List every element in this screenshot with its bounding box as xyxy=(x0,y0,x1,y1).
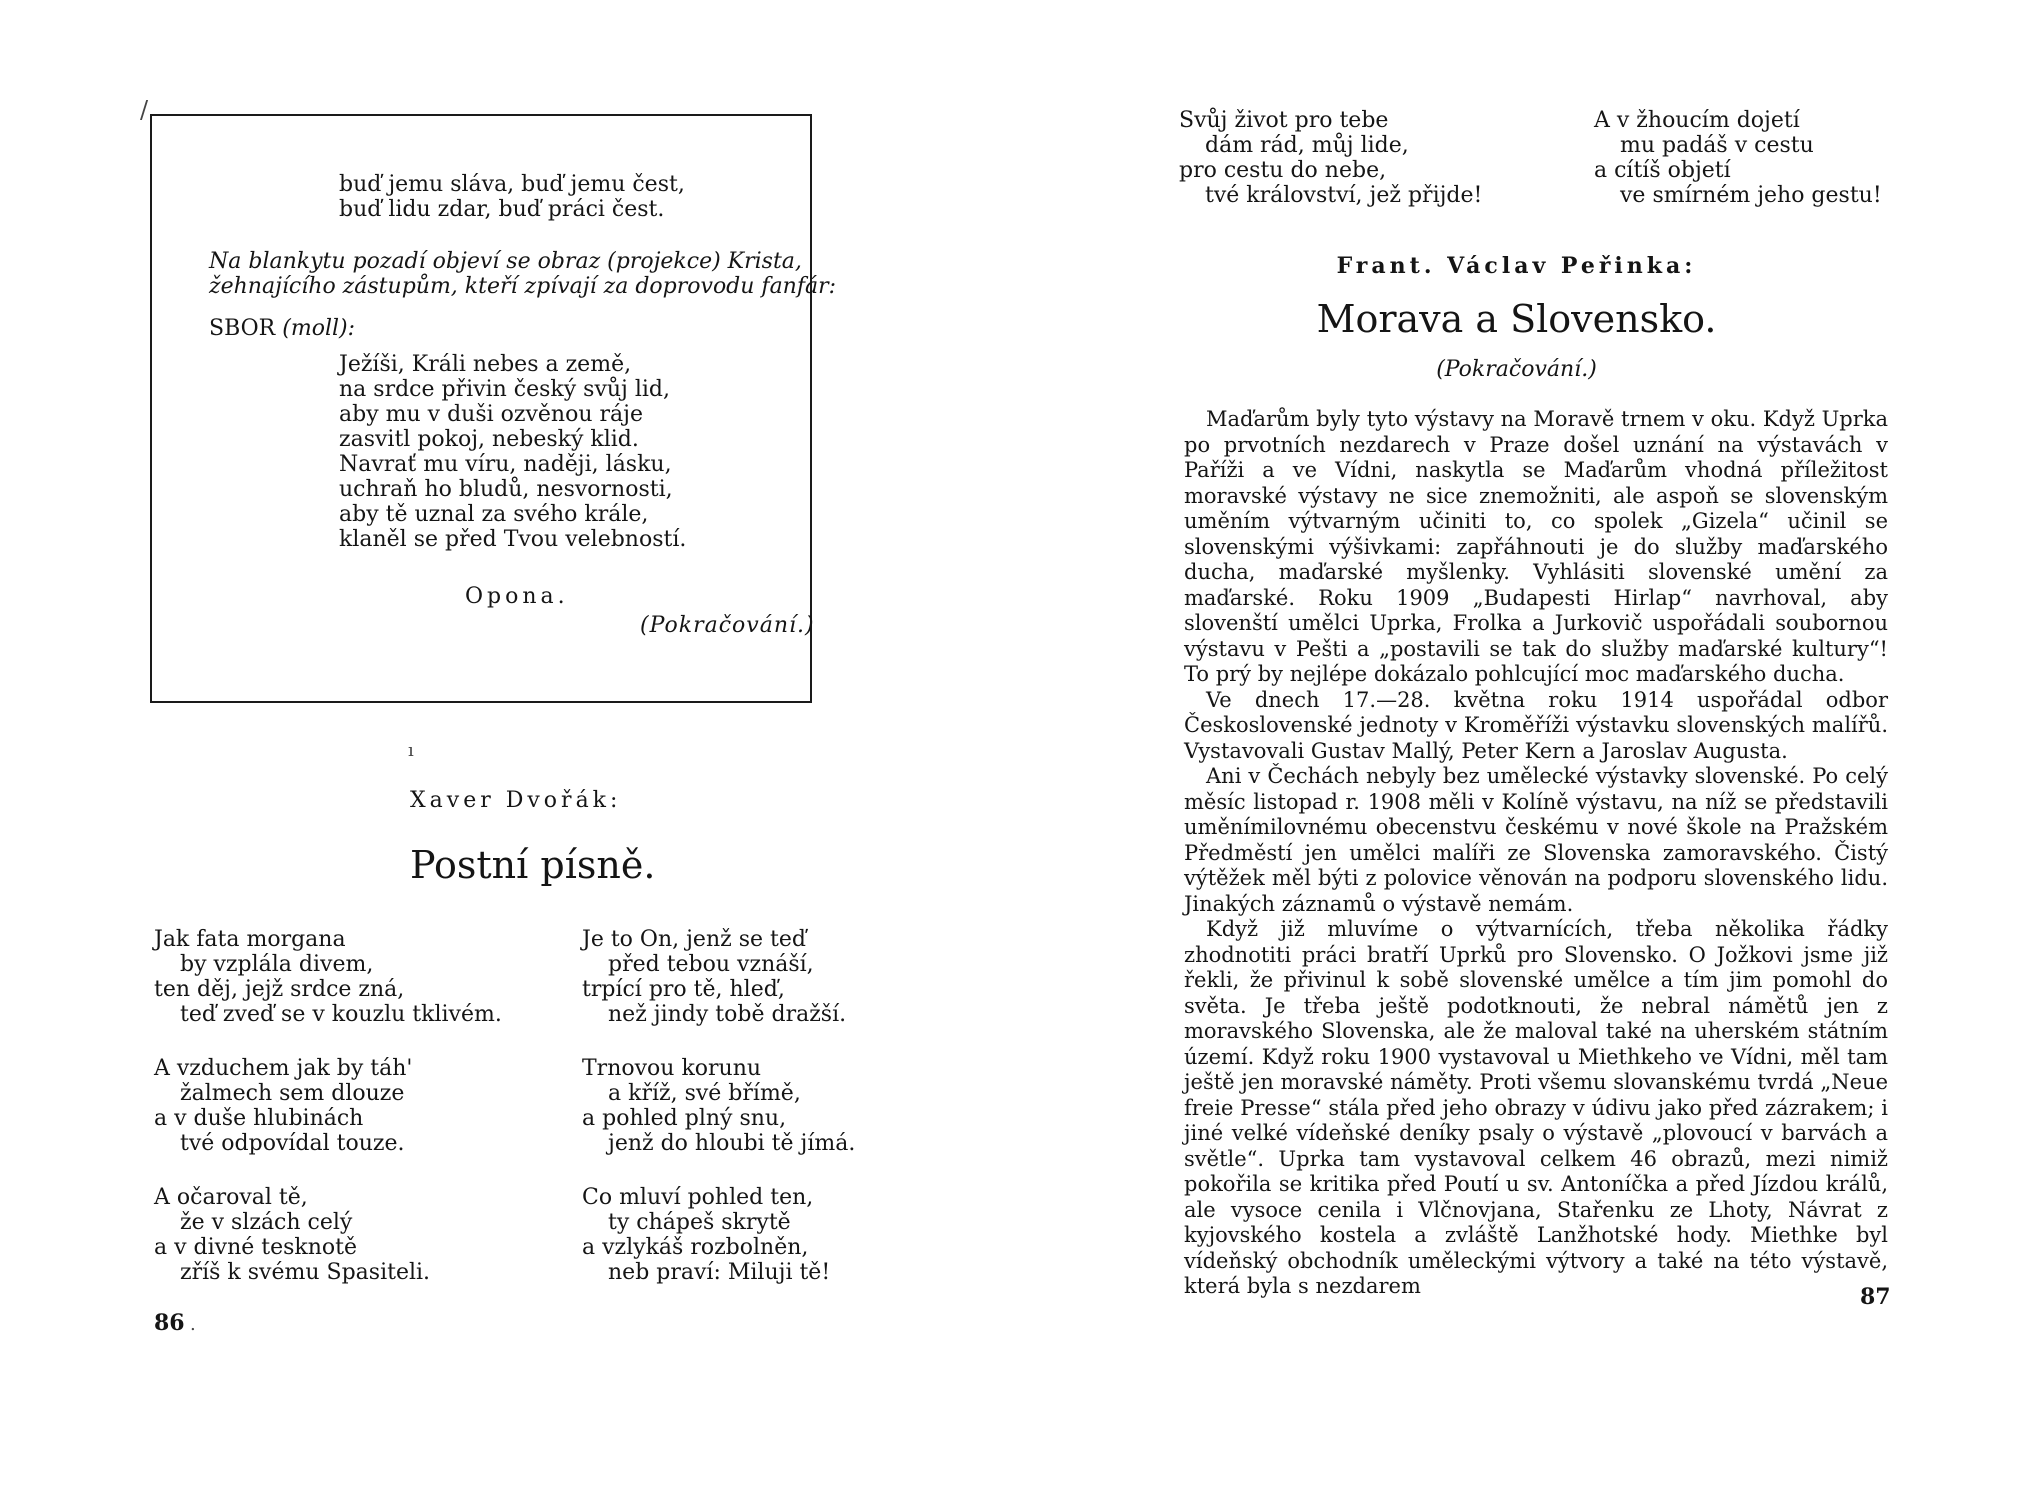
paragraph: Když již mluvíme o výtvarnících, třeba několika řádky zhodnotiti práci bratří Uprků pro Slovensko. O Jožkovi jsme již řekli, že přivinul k sobě slovenské umělce a tím jim pomohl do světa. Je třeba ještě podotknouti, že nebral námětů jen z moravského Slovenska, ale že maloval také na uherském státním území. Když roku 1900 vystavoval u Miethkeho ve Vídni, měl tam ještě jen moravské náměty. Proti všemu slovanskému tvrdá „Neue freie Presse“ stála před jeho obrazy v údivu jako před zázrakem; i jiné velké vídeňské deníky psaly o výstavě „plovoucí v barvách a světle“. Uprka tam vystavoval celkem 46 obrazů, mezi nimiž pokořila se kritika před Poutí u sv. Antoníčka a před Jízdou králů, ale vysoce cenila i Vlčnovjana, Stařenku ze Lhoty, Návrat z kyjovského kostela a zvláště Lanžhotské hody. Miethke byl vídeňský obchodník uměleckými výtvory a také na této výstavě, která byla s nezdarem xyxy=(1184,917,1888,1298)
top-poem-right xyxy=(1594,108,1882,208)
verse-line: ve smírném jeho gestu! xyxy=(1620,183,1882,208)
paragraph: Ani v Čechách nebyly bez umělecké výstavky slovenské. Po celý měsíc listopad r. 1908 měli v Kolíně výstavu, na níž se představili uměnímilovnému obecenstvu českému v nové škole na Pražském Předměstí jen umělci malíři ze Slovenska zamoravského. Čistý výtěžek měl býti z polovice věnován na podporu slovenského lidu. Jinakých záznamů o výstavě nemám. xyxy=(1184,764,1888,916)
stanza xyxy=(582,1185,855,1285)
verse-line: Svůj život pro tebe xyxy=(1179,108,1389,133)
verse-line: žalmech sem dlouze xyxy=(180,1081,405,1106)
stage-direction-line: Na blankytu pozadí objeví se obraz (projekce) Krista, xyxy=(209,249,802,274)
chorus-line: Navrať mu víru, naději, lásku, xyxy=(339,452,672,477)
verse-line: a kříž, své břímě, xyxy=(608,1081,801,1106)
author: Frant. Václav Peřinka: xyxy=(1336,253,1697,279)
verse-line: před tebou vznáší, xyxy=(608,952,814,977)
couplet xyxy=(339,172,685,222)
stanza xyxy=(154,1185,502,1285)
continued-note: (Pokračování.) xyxy=(1436,357,1597,382)
stanza xyxy=(154,927,502,1027)
chorus-label xyxy=(209,316,355,341)
margin-mark-top: / xyxy=(140,96,149,124)
stanza xyxy=(582,1056,855,1156)
top-poem-left xyxy=(1179,108,1482,208)
verse-line: by vzplála divem, xyxy=(180,952,374,977)
verse-line: dám rád, můj lide, xyxy=(1205,133,1409,158)
chorus-label-text: SBOR xyxy=(209,316,276,341)
verse-line: tvé odpovídal touze. xyxy=(180,1131,405,1156)
continued-note: (Pokračování.) xyxy=(640,613,815,638)
chorus-line: Ježíši, Králi nebes a země, xyxy=(339,352,632,377)
chorus-line: uchraň ho bludů, nesvornosti, xyxy=(339,477,673,502)
curtain: Opona. xyxy=(465,584,569,609)
verse-line: Co mluví pohled ten, xyxy=(582,1185,814,1210)
chorus-stanza xyxy=(339,352,686,552)
verse-line: než jindy tobě dražší. xyxy=(608,1002,847,1027)
verse-line: neb praví: Miluji tě! xyxy=(608,1260,831,1285)
chorus-line: zasvitl pokoj, nebeský klid. xyxy=(339,427,639,452)
paragraph: Maďarům byly tyto výstavy na Moravě trnem v oku. Když Uprka po prvotních nezdarech v Praze došel uznání na výstavách v Paříži a ve Vídni, naskytla se Maďarům vhodná příležitost moravské výstavy ne sice znemožniti, ale aspoň se slovenským uměním výtvarným učiniti to, co spolek „Gizela“ učinil se slovenskými výšivkami: zapřáhnouti je do služby maďarského ducha, maďarské myšlenky. Vyhlásiti slovenské umění za maďarské. Roku 1909 „Budapesti Hirlap“ navrhoval, aby slovenští umělci Uprka, Frolka a Jurkovič uspořádali soubornou výstavu v Pešti a „postavili se tak do služby maďarské kultury“! To prý by nejlépe dokázalo pohlcující moc maďarského ducha. xyxy=(1184,407,1888,686)
stage-direction xyxy=(209,249,836,299)
article-body xyxy=(1184,407,1888,1300)
article-title: Morava a Slovensko. xyxy=(1316,297,1717,341)
stanza xyxy=(154,1056,502,1156)
page-number: 86 xyxy=(154,1310,185,1336)
drama-box xyxy=(150,114,837,703)
chorus-label-mode: (moll): xyxy=(282,316,356,341)
author: Xaver Dvořák: xyxy=(410,788,622,813)
verse-line: A vzduchem jak by táh' xyxy=(154,1056,413,1081)
couplet-line: buď lidu zdar, buď práci čest. xyxy=(339,197,665,222)
verse-line: že v slzách celý xyxy=(180,1210,353,1235)
verse-line: A v žhoucím dojetí xyxy=(1594,108,1800,133)
chorus-line: klaněl se před Tvou velebností. xyxy=(339,527,687,552)
verse-line: teď zveď se v kouzlu tklivém. xyxy=(180,1002,502,1027)
couplet-line: buď jemu sláva, buď jemu čest, xyxy=(339,172,685,197)
page-number-right: 87 xyxy=(1860,1284,1891,1310)
verse-line: zříš k svému Spasiteli. xyxy=(180,1260,431,1285)
verse-line: Je to On, jenž se teď xyxy=(582,927,806,952)
verse-line: pro cestu do nebe, xyxy=(1179,158,1387,183)
margin-mark-bottom: . xyxy=(190,1314,196,1335)
verse-line: Jak fata morgana xyxy=(154,927,346,952)
verse-line: a cítíš objetí xyxy=(1594,158,1731,183)
chorus-line: aby mu v duši ozvěnou ráje xyxy=(339,402,643,427)
poem-left-column xyxy=(154,927,502,1285)
margin-mark-mid: ı xyxy=(408,740,414,761)
verse-line: a v divné tesknotě xyxy=(154,1235,358,1260)
poem-title: Postní písně. xyxy=(410,843,656,887)
verse-line: A očaroval tě, xyxy=(154,1185,308,1210)
verse-line: tvé království, jež přijde! xyxy=(1205,183,1483,208)
verse-line: ten děj, jejž srdce zná, xyxy=(154,977,405,1002)
poem-right-column xyxy=(582,927,855,1285)
chorus-line: na srdce přivin český svůj lid, xyxy=(339,377,670,402)
verse-line: Trnovou korunu xyxy=(582,1056,762,1081)
chorus-line: aby tě uznal za svého krále, xyxy=(339,502,649,527)
verse-line: trpící pro tě, hleď, xyxy=(582,977,785,1002)
verse-line: ty chápeš skrytě xyxy=(608,1210,791,1235)
stanza xyxy=(582,927,855,1027)
verse-line: jenž do hloubi tě jímá. xyxy=(608,1131,856,1156)
verse-line: a vzlykáš rozbolněn, xyxy=(582,1235,809,1260)
verse-line: a v duše hlubinách xyxy=(154,1106,364,1131)
stage-direction-line: žehnajícího zástupům, kteří zpívají za doprovodu fanfár: xyxy=(209,274,837,299)
verse-line: mu padáš v cestu xyxy=(1620,133,1814,158)
paragraph: Ve dnech 17.—28. května roku 1914 uspořádal odbor Československé jednoty v Kroměříži výstavku slovenských malířů. Vystavovali Gustav Mallý, Peter Kern a Jaroslav Augusta. xyxy=(1184,687,1888,763)
verse-line: a pohled plný snu, xyxy=(582,1106,787,1131)
